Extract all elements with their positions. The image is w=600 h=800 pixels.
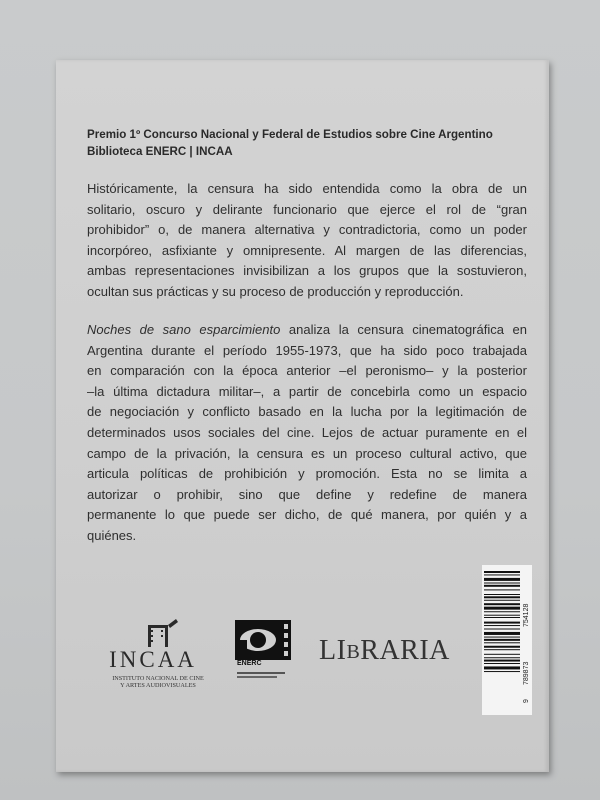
- paragraph-line: solitario, oscuro y delirante funcionario que ejerce el rol de “gran: [87, 201, 527, 217]
- synopsis-paragraph-2: [87, 320, 527, 547]
- award-heading: [87, 126, 527, 160]
- first-line-rest: analiza la censura cinematográfica en: [280, 322, 527, 337]
- paragraph-line: ocultan sus prácticas y su proceso de producción y reproducción.: [87, 283, 464, 299]
- libraria-logo: [319, 635, 469, 675]
- paragraph-line: –la última dictadura militar–, a partir de concebirla como un espacio: [87, 383, 527, 399]
- enerc-name: ENERC: [237, 660, 262, 667]
- paragraph-line: incorpóreo, asfixiante y omnipresente. Al margen de las diferencias,: [87, 242, 527, 258]
- paragraph-line: en comparación con la época anterior –el peronismo– y la posterior: [87, 363, 527, 379]
- libraria-name-part-a: LI: [319, 635, 347, 666]
- paragraph-line: campo de la privación, la censura es un proceso cultural activo, que: [87, 445, 527, 461]
- publisher-logos: [56, 610, 549, 730]
- award-line-1: Premio 1º Concurso Nacional y Federal de Estudios sobre Cine Argentino: [87, 128, 493, 141]
- barcode-digits-mid: 789873: [523, 661, 530, 685]
- synopsis-paragraph-1: [87, 179, 527, 303]
- paragraph-line: prohibidor” o, de manera alternativa y contradictoria, como un poder: [87, 222, 527, 238]
- paragraph-line: quiénes.: [87, 527, 137, 543]
- paragraph-first-line: [87, 320, 527, 341]
- incaa-subtitle-line-2: Y ARTES AUDIOVISUALES: [120, 682, 196, 689]
- barcode-digits-right: 754128: [523, 603, 530, 627]
- libraria-name-part-c: RARIA: [360, 635, 450, 666]
- paragraph-line: determinados usos sociales del cine. Lejos de actuar puramente en el: [87, 424, 527, 440]
- paragraph-line: permanente lo que puede ser dicho, de qué manera, por quién y a: [87, 507, 527, 523]
- incaa-subtitle: [96, 675, 220, 689]
- libraria-name-part-b: B: [346, 641, 361, 663]
- incaa-logo: [88, 615, 218, 715]
- paragraph-line: articula políticas de prohibición y promoción. Esta no se limita a: [87, 466, 527, 482]
- award-line-2: Biblioteca ENERC | INCAA: [87, 145, 233, 158]
- book-title: Noches de sano esparcimiento: [87, 322, 281, 337]
- paragraph-line: ambas representaciones invisibilizan a los grupos que la sostuvieron,: [87, 263, 527, 279]
- book-back-cover: [56, 60, 549, 772]
- paragraph-line: de negociación y conflicto basado en la lucha por la legitimación de: [87, 404, 527, 420]
- paragraph-line: Argentina durante el período 1955-1973, que ha sido poco trabajada: [87, 342, 527, 358]
- barcode-digit-left: 9: [523, 699, 530, 703]
- incaa-name: INCAA: [109, 647, 197, 672]
- enerc-logo: [229, 610, 297, 690]
- paragraph-line: Históricamente, la censura ha sido entendida como la obra de un: [87, 181, 527, 196]
- incaa-subtitle-line-1: INSTITUTO NACIONAL DE CINE: [112, 675, 204, 682]
- paragraph-line: autorizar o prohibir, sino que define y redefine de manera: [87, 486, 527, 502]
